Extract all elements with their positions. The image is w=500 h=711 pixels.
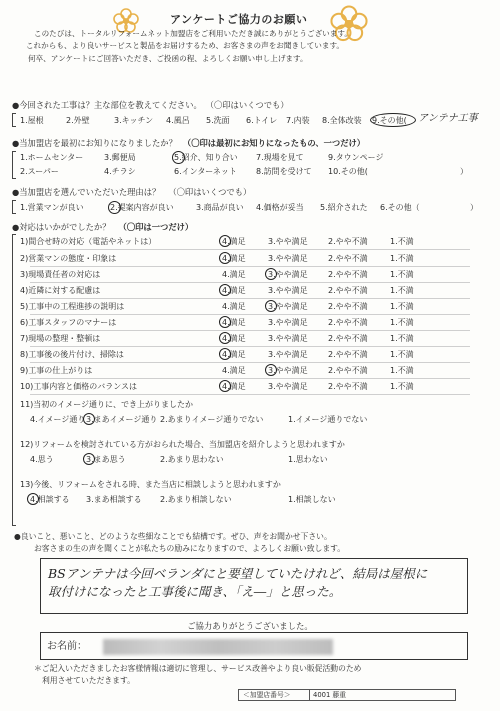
q3-selected-circle xyxy=(108,201,121,214)
q4-selected-circle xyxy=(219,332,231,344)
name-label: お名前： xyxy=(47,641,87,652)
q2-option-visit[interactable]: 8.訪問を受けて xyxy=(256,167,312,176)
q4-item-label: 10)工事内容と価格のバランスは xyxy=(20,382,138,391)
q2-option-supermarket[interactable]: 2.スーパー xyxy=(20,167,59,176)
q1-option-kitchen[interactable]: 3.キッチン xyxy=(114,116,154,125)
q4-rating-option[interactable]: 1.不満 xyxy=(390,382,414,391)
q2-option-townpage[interactable]: 9.タウンページ xyxy=(328,153,384,162)
q2-option-saw-site[interactable]: 7.現場を見て xyxy=(256,153,304,162)
q4-item12-option[interactable]: 1.思わない xyxy=(288,455,328,464)
q1-option-bath[interactable]: 4.風呂 xyxy=(166,116,190,125)
q4-rating-option[interactable]: 3.やや満足 xyxy=(268,302,308,311)
q2-option-internet[interactable]: 6.インターネット xyxy=(174,167,237,176)
q4-rating-option[interactable]: 3.やや満足 xyxy=(268,237,308,246)
q2-other-close: ） xyxy=(460,167,468,176)
q4-rating-option[interactable]: 4.満足 xyxy=(222,302,246,311)
comment-line-1: BSアンテナは今回ベランダにと要望していたけれど、結局は屋根に xyxy=(48,566,428,581)
q2-option-flyer[interactable]: 4.チラシ xyxy=(104,167,136,176)
q2-option-home-center[interactable]: 1.ホームセンター xyxy=(20,153,84,162)
q4-item-label: 5)工事中の工程進捗の説明は xyxy=(20,302,125,311)
q3-option-price[interactable]: 4.価格が妥当 xyxy=(256,203,304,212)
q3-other-close: ） xyxy=(470,203,478,212)
q4-rating-option[interactable]: 4.満足 xyxy=(222,237,246,246)
q4-rating-option[interactable]: 2.やや不満 xyxy=(328,334,368,343)
q1-option-washroom[interactable]: 5.洗面 xyxy=(206,116,230,125)
store-divider xyxy=(309,690,310,700)
q4-rating-option[interactable]: 2.やや不満 xyxy=(328,302,368,311)
q4-item11-option[interactable]: 4.イメージ通り xyxy=(30,415,86,424)
name-box[interactable] xyxy=(40,632,468,660)
intro-line-2: これからも、より良いサービスと製品をお届けするため、お客さまの声をお聞きしています。 xyxy=(26,41,345,51)
page-title: アンケートご協力のお願い xyxy=(170,13,308,26)
q4-rating-option[interactable]: 3.やや満足 xyxy=(268,350,308,359)
q4-rating-option[interactable]: 2.やや不満 xyxy=(328,350,368,359)
q4-item-label: 9)工事の仕上がりは xyxy=(20,366,93,375)
q4-rating-option[interactable]: 4.満足 xyxy=(222,334,246,343)
q4-rating-option[interactable]: 2.やや不満 xyxy=(328,254,368,263)
q4-item13-option[interactable]: 4.相談する xyxy=(30,495,70,504)
q4-item-label: 6)工事スタッフのマナーは xyxy=(20,318,117,327)
row-divider xyxy=(30,282,470,283)
store-number-box xyxy=(238,689,456,701)
q4-item-label: 4)近隣に対する配慮は xyxy=(20,286,101,295)
q4-item13-option[interactable]: 1.相談しない xyxy=(288,495,336,504)
q4-item-label: 3)現場責任者の対応は xyxy=(20,270,101,279)
q4-selected-circle xyxy=(219,316,231,328)
q4-rating-option[interactable]: 4.満足 xyxy=(222,254,246,263)
q4-item12-selected-circle xyxy=(83,453,95,465)
privacy-note xyxy=(34,663,474,687)
q4-title: ●対応はいかがでしたか？ （〇印は一つだけ） xyxy=(12,222,194,232)
q2-title: ●当加盟店を最初にお知りになりましたか？ （〇印は最初にお知りになったもの、一つだけ） xyxy=(12,138,366,148)
q4-selected-circle xyxy=(219,348,231,360)
store-number-label: ＜加盟店番号＞ xyxy=(243,691,291,699)
q4-selected-circle xyxy=(219,235,231,247)
q4-item-label: 8)工事後の後片付け、掃除は xyxy=(20,350,124,359)
intro-line-1: このたびは、トータルリフォームネット加盟店をご利用いただき誠にありがとうございます。 xyxy=(34,29,352,38)
row-divider xyxy=(30,378,470,379)
q4-rating-option[interactable]: 4.満足 xyxy=(222,350,246,359)
q4-selected-circle xyxy=(219,284,231,296)
q1-option-roof[interactable]: 1.屋根 xyxy=(20,116,44,125)
q4-rating-option[interactable]: 1.不満 xyxy=(390,237,414,246)
row-divider xyxy=(30,266,470,267)
q4-item12-label: 12)リフォームを検討されている方がおられた場合、当加盟店を紹介しようと思われますか xyxy=(20,440,345,449)
q4-rating-option[interactable]: 4.満足 xyxy=(222,318,246,327)
q1-option-other[interactable]: 9.その他( xyxy=(372,116,407,125)
q5-title: ●良いこと、悪いこと、どのような些細なことでも結構です。ぜひ、声をお聞かせ下さい。 xyxy=(14,532,332,541)
q4-rating-option[interactable]: 1.不満 xyxy=(390,254,414,263)
row-divider xyxy=(30,330,470,331)
q4-item13-option[interactable]: 3.まあ相談する xyxy=(86,495,142,504)
q4-rating-option[interactable]: 2.やや不満 xyxy=(328,382,368,391)
q4-rating-option[interactable]: 1.不満 xyxy=(390,286,414,295)
bracket xyxy=(12,151,16,179)
q4-rating-option[interactable]: 3.やや満足 xyxy=(268,334,308,343)
q3-option-salesperson[interactable]: 1.営業マンが良い xyxy=(20,203,84,212)
q5-subtitle: お客さまの生の声を聞くことが私たちの励みになりますので、よろしくお願い致します。 xyxy=(34,544,346,553)
q4-rating-option[interactable]: 3.やや満足 xyxy=(268,318,308,327)
q4-item11-label: 11)当初のイメージ通りに、でき上がりましたか xyxy=(20,400,194,409)
q1-option-renovation[interactable]: 8.全体改装 xyxy=(322,116,362,125)
q4-rating-option[interactable]: 3.やや満足 xyxy=(268,270,308,279)
intro-line-3: 何卒、アンケートにご回答いただき、ご投函の程、よろしくお願い申し上げます。 xyxy=(28,53,308,63)
q2-option-referral[interactable]: 5.紹介、知り合い xyxy=(174,153,238,162)
q1-option-exterior[interactable]: 2.外壁 xyxy=(66,116,90,125)
q4-selected-circle xyxy=(265,300,277,312)
q4-item11-option[interactable]: 1.イメージ通りでない xyxy=(288,415,368,424)
row-divider xyxy=(30,298,470,299)
q2-selected-circle xyxy=(172,151,185,164)
q4-rating-option[interactable]: 4.満足 xyxy=(222,366,246,375)
q4-item12-option[interactable]: 2.あまり思わない xyxy=(160,455,224,464)
q4-rating-option[interactable]: 1.不満 xyxy=(390,302,414,311)
q4-rating-option[interactable]: 2.やや不満 xyxy=(328,286,368,295)
q4-rating-option[interactable]: 3.やや満足 xyxy=(268,382,308,391)
q4-item11-option[interactable]: 3.まあイメージ通り xyxy=(86,415,158,424)
q1-option-toilet[interactable]: 6.トイレ xyxy=(246,116,278,125)
q3-option-referred[interactable]: 5.紹介された xyxy=(320,203,368,212)
q4-item11-option[interactable]: 2.あまりイメージ通りでない xyxy=(160,415,264,424)
q4-rating-option[interactable]: 2.やや不満 xyxy=(328,318,368,327)
q3-title: ●当加盟店を選んでいただいた理由は？ （〇印はいくつでも） xyxy=(12,187,252,197)
thanks-text: ご協力ありがとうございました。 xyxy=(187,621,313,631)
row-divider xyxy=(30,249,470,250)
row-divider xyxy=(30,362,470,363)
q4-item13-label: 13)今後、リフォームをされる時、また当店に相談しようと思われますか xyxy=(20,480,281,489)
q4-item-label: 1)間合せ時の対応（電話やネットは） xyxy=(20,237,157,246)
privacy-note-line-1: ＊ご記入いただきましたお客様情報は適切に管理し、サービス改善やより良い販促活動のため xyxy=(34,664,362,673)
q1-option-interior[interactable]: 7.内装 xyxy=(286,116,310,125)
q4-selected-circle xyxy=(219,252,231,264)
q4-item13-option[interactable]: 2.あまり相談しない xyxy=(160,495,232,504)
bracket xyxy=(12,113,16,127)
q2-option-other[interactable]: 10.その他( xyxy=(328,167,368,176)
row-divider xyxy=(30,394,470,395)
q4-item-label: 7)現場の整理・整頓は xyxy=(20,334,101,343)
q3-option-proposal[interactable]: 2.提案内容が良い xyxy=(110,203,174,212)
q4-rating-option[interactable]: 2.やや不満 xyxy=(328,237,368,246)
q1-other-answer: アンテナ工事 xyxy=(418,113,478,124)
q4-selected-circle xyxy=(219,380,231,392)
q4-rating-option[interactable]: 2.やや不満 xyxy=(328,270,368,279)
intro-text xyxy=(26,28,474,65)
q2-option-post-office[interactable]: 3.郵便局 xyxy=(104,153,136,162)
q1-selected-circle xyxy=(370,113,416,127)
q4-selected-circle xyxy=(265,364,277,376)
q3-option-other[interactable]: 6.その他（ xyxy=(380,203,420,212)
q4-item12-option[interactable]: 4.思う xyxy=(30,455,54,464)
q4-rating-option[interactable]: 1.不満 xyxy=(390,318,414,327)
row-divider xyxy=(30,346,470,347)
q4-item11-selected-circle xyxy=(83,413,95,425)
row-divider xyxy=(30,314,470,315)
q1-title: ●今回された工事は？主な部位を教えてください。 （〇印はいくつでも） xyxy=(12,100,289,110)
q4-rating-option[interactable]: 4.満足 xyxy=(222,382,246,391)
q4-rating-option[interactable]: 1.不満 xyxy=(390,270,414,279)
q4-item13-selected-circle xyxy=(27,493,39,505)
bracket xyxy=(12,234,16,526)
q4-item12-option[interactable]: 3.まあ思う xyxy=(86,455,126,464)
q4-selected-circle xyxy=(265,268,277,280)
name-redacted xyxy=(103,639,333,655)
q4-rating-option[interactable]: 3.やや満足 xyxy=(268,254,308,263)
q4-rating-option[interactable]: 2.やや不満 xyxy=(328,366,368,375)
q4-rating-option[interactable]: 3.やや満足 xyxy=(268,286,308,295)
q4-rating-option[interactable]: 4.満足 xyxy=(222,270,246,279)
store-number-value: 4001 藤重 xyxy=(313,691,347,699)
comment-line-2: 取付けになったと工事後に聞き、「え―」と思った。 xyxy=(48,584,342,599)
q4-rating-option[interactable]: 4.満足 xyxy=(222,286,246,295)
q4-rating-option[interactable]: 1.不満 xyxy=(390,334,414,343)
q3-option-product[interactable]: 3.商品が良い xyxy=(196,203,244,212)
bracket xyxy=(12,200,16,214)
q4-item-label: 2)営業マンの態度・印象は xyxy=(20,254,117,263)
q4-rating-option[interactable]: 3.やや満足 xyxy=(268,366,308,375)
privacy-note-line-2: 利用させていただきます。 xyxy=(42,676,135,685)
q4-rating-option[interactable]: 1.不満 xyxy=(390,366,414,375)
q4-rating-option[interactable]: 1.不満 xyxy=(390,350,414,359)
